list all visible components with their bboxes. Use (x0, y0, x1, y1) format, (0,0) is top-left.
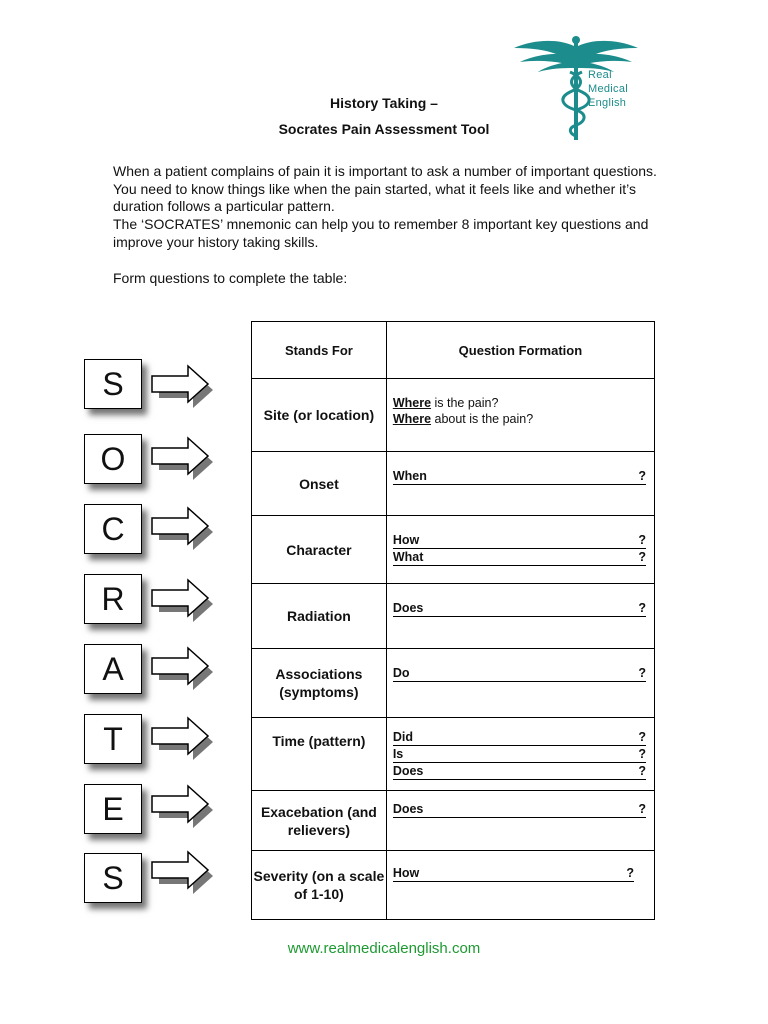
question-cell (386, 584, 654, 649)
document-subtitle: Socrates Pain Assessment Tool (278, 121, 490, 137)
question-word: Where (392, 412, 432, 426)
header-question-formation: Question Formation (386, 322, 654, 379)
table-row (252, 649, 655, 718)
header-stands-for: Stands For (252, 322, 387, 379)
instruction-text: Form questions to complete the table: (113, 270, 348, 286)
question-starter: Is (392, 747, 404, 761)
answer-line[interactable] (393, 600, 646, 617)
question-mark: ? (638, 469, 646, 483)
question-starter: When (392, 469, 427, 483)
arrow-right-icon (150, 578, 214, 622)
stands-for-cell: Time (pattern) (252, 718, 387, 791)
intro-paragraph-2: The ‘SOCRATES’ mnemonic can help you to remember 8 important key questions and improve your history taking skills. (113, 216, 649, 250)
stands-for-cell: Exacebation (and relievers) (252, 791, 387, 851)
answer-line[interactable] (393, 763, 646, 780)
intro-text (113, 163, 658, 252)
question-example (393, 411, 646, 427)
question-rest: is the pain? (431, 396, 499, 410)
stands-for-cell: Site (or location) (252, 379, 387, 452)
table-row (252, 516, 655, 584)
question-cell (386, 649, 654, 718)
question-mark: ? (638, 747, 646, 761)
table-row (252, 851, 655, 920)
question-cell (386, 379, 654, 452)
table-row (252, 584, 655, 649)
arrow-right-icon (150, 364, 214, 408)
question-cell (386, 851, 654, 920)
question-mark: ? (638, 533, 646, 547)
question-cell (386, 791, 654, 851)
question-starter: Does (392, 764, 424, 778)
stands-for-cell: Associations (symptoms) (252, 649, 387, 718)
question-mark: ? (638, 802, 646, 816)
mnemonic-letter: R (84, 574, 142, 624)
answer-line[interactable] (393, 468, 646, 485)
question-cell (386, 516, 654, 584)
mnemonic-letter: C (84, 504, 142, 554)
question-starter: Does (392, 802, 424, 816)
table-row (252, 791, 655, 851)
mnemonic-letter: A (84, 644, 142, 694)
mnemonic-letter: T (84, 714, 142, 764)
arrow-right-icon (150, 716, 214, 760)
question-starter: How (392, 533, 420, 547)
socrates-table (251, 321, 655, 920)
answer-line[interactable] (393, 665, 646, 682)
question-mark: ? (626, 866, 634, 880)
document-title: History Taking – (330, 95, 438, 111)
question-rest: about is the pain? (431, 412, 534, 426)
question-starter: Does (392, 601, 424, 615)
arrow-right-icon (150, 646, 214, 690)
logo-line-2: Medical (588, 83, 629, 95)
answer-line[interactable] (393, 729, 646, 746)
stands-for-cell: Severity (on a scale of 1-10) (252, 851, 387, 920)
stands-for-cell: Character (252, 516, 387, 584)
arrow-right-icon (150, 506, 214, 550)
question-example (393, 395, 646, 411)
mnemonic-letter: S (84, 359, 142, 409)
answer-line[interactable] (393, 549, 646, 566)
question-starter: What (392, 550, 424, 564)
question-word: Where (392, 396, 432, 410)
question-mark: ? (638, 601, 646, 615)
arrow-right-icon (150, 784, 214, 828)
stands-for-cell: Onset (252, 452, 387, 516)
question-starter: How (392, 866, 420, 880)
arrow-right-icon (150, 850, 214, 894)
question-starter: Did (392, 730, 413, 744)
answer-line[interactable] (393, 865, 634, 882)
mnemonic-letter: E (84, 784, 142, 834)
stands-for-cell: Radiation (252, 584, 387, 649)
footer-url-link[interactable]: www.realmedicalenglish.com (287, 940, 481, 957)
question-mark: ? (638, 666, 646, 680)
logo-line-1: Real (588, 69, 612, 81)
mnemonic-letter: S (84, 853, 142, 903)
table-row (252, 452, 655, 516)
answer-line[interactable] (393, 801, 646, 818)
intro-paragraph-1: When a patient complains of pain it is important to ask a number of important questions. You need to know things like when the pain started, what it feels like and whether it’s duration follows a particular pattern. (113, 163, 657, 215)
answer-line[interactable] (393, 532, 646, 549)
question-starter: Do (392, 666, 410, 680)
question-mark: ? (638, 550, 646, 564)
question-cell (386, 718, 654, 791)
table-header-row (252, 322, 655, 379)
arrow-right-icon (150, 436, 214, 480)
answer-line[interactable] (393, 746, 646, 763)
table-row (252, 379, 655, 452)
table-row (252, 718, 655, 791)
question-cell (386, 452, 654, 516)
question-mark: ? (638, 764, 646, 778)
mnemonic-letter: O (84, 434, 142, 484)
question-mark: ? (638, 730, 646, 744)
logo-line-3: English (588, 97, 627, 109)
